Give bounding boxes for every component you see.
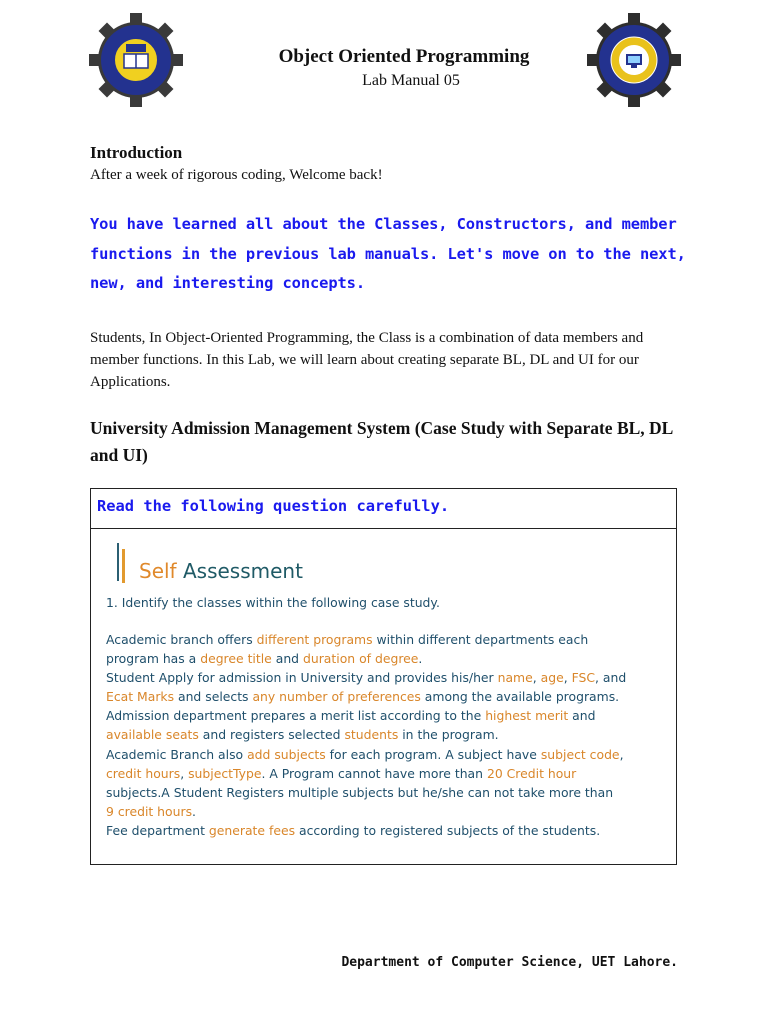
question-text: within the following case study. [241,595,440,610]
case-text: Fee department [106,822,209,838]
case-study-heading: University Admission Management System (Case Study with Separate BL, DL and UI) [90,418,673,465]
case-text: according to registered subjects of the students. [295,822,601,838]
highlight-line: functions in the previous lab manuals. Let's move on to the next, [90,244,686,263]
case-line [106,668,671,687]
self-assessment-word: Assessment [182,559,303,583]
body-paragraph: Students, In Object-Oriented Programming, the Class is a combination of data members and member functions. In this Lab, we will learn about creating separate BL, DL and UI for our Applications. [90,330,644,390]
highlight-paragraph [90,210,690,299]
case-text: for each program. A subject have [325,746,541,762]
case-text: and [271,651,303,667]
case-text: Student Apply for admission in University and provides his/her [106,670,498,686]
highlighted-term: any number of preferences [252,689,421,705]
highlighted-term: generate fees [208,822,296,838]
case-text: and selects [174,689,253,705]
highlight-line: new, and interesting concepts. [90,274,365,292]
case-line [106,764,671,783]
highlighted-term: name [497,670,533,686]
case-line [106,706,671,725]
case-line [106,745,671,764]
highlighted-term: classes [196,595,242,610]
highlighted-term: 20 Credit hour [486,765,577,781]
case-text: Academic branch offers [106,632,257,647]
case-line [106,783,671,802]
highlighted-term: age [540,670,564,686]
question-text: 1. Identify the [106,595,197,610]
case-text: and [568,708,596,724]
case-line [106,649,671,668]
highlighted-term: available seats [106,727,199,743]
case-text: , and [595,670,627,686]
case-text: in the program. [398,727,499,743]
highlighted-term: highest merit [485,708,569,724]
case-study-text [106,630,671,840]
case-text: Academic Branch also [106,746,248,762]
highlighted-term: add subjects [247,746,326,762]
introduction-text: After a week of rigorous coding, Welcome back! [90,167,383,183]
highlighted-term: subjectType [188,765,262,781]
highlighted-term: Ecat Marks [106,689,175,705]
case-text: , [619,746,624,762]
question-box-header: Read the following question carefully. [91,489,676,529]
highlighted-term: credit hours [106,765,181,781]
case-text: Admission department prepares a merit list according to the [106,708,486,724]
case-line [106,821,671,840]
case-text: subjects.A Student Registers multiple subjects but he/she can not take more than [106,784,614,800]
case-text: . A Program cannot have more than [261,765,487,781]
case-text: within different departments each [372,632,589,647]
self-assessment-title [139,559,303,583]
highlighted-term: 9 credit hours [106,803,193,819]
case-text: among the available programs. [420,689,620,705]
highlight-line: You have learned all about the Classes, Constructors, and member [90,215,677,233]
case-line [106,802,671,821]
case-text: program has a [106,651,201,667]
self-assessment-word: Self [139,559,177,583]
introduction-heading: Introduction [90,143,183,162]
highlighted-term: different programs [256,632,373,647]
case-line [106,725,671,744]
footer-department: Department of Computer Science, UET Lahore. [341,955,678,970]
case-line [106,630,671,649]
question-box [90,488,677,865]
highlighted-term: subject code [540,746,620,762]
case-text: . [418,651,423,667]
highlighted-term: duration of degree [303,651,419,667]
page-title: Object Oriented Programming [278,46,530,67]
case-text: , [563,670,572,686]
case-text: and registers selected [198,727,345,743]
highlighted-term: degree title [200,651,272,667]
case-text: , [532,670,541,686]
highlighted-term: students [344,727,399,743]
highlighted-term: FSC [571,670,596,686]
case-line [106,687,671,706]
case-text: . [192,803,196,819]
lab-manual-number: Lab Manual 05 [362,72,460,89]
self-assessment-bars-icon [117,543,127,583]
question-1 [106,595,440,610]
case-text: , [180,765,189,781]
